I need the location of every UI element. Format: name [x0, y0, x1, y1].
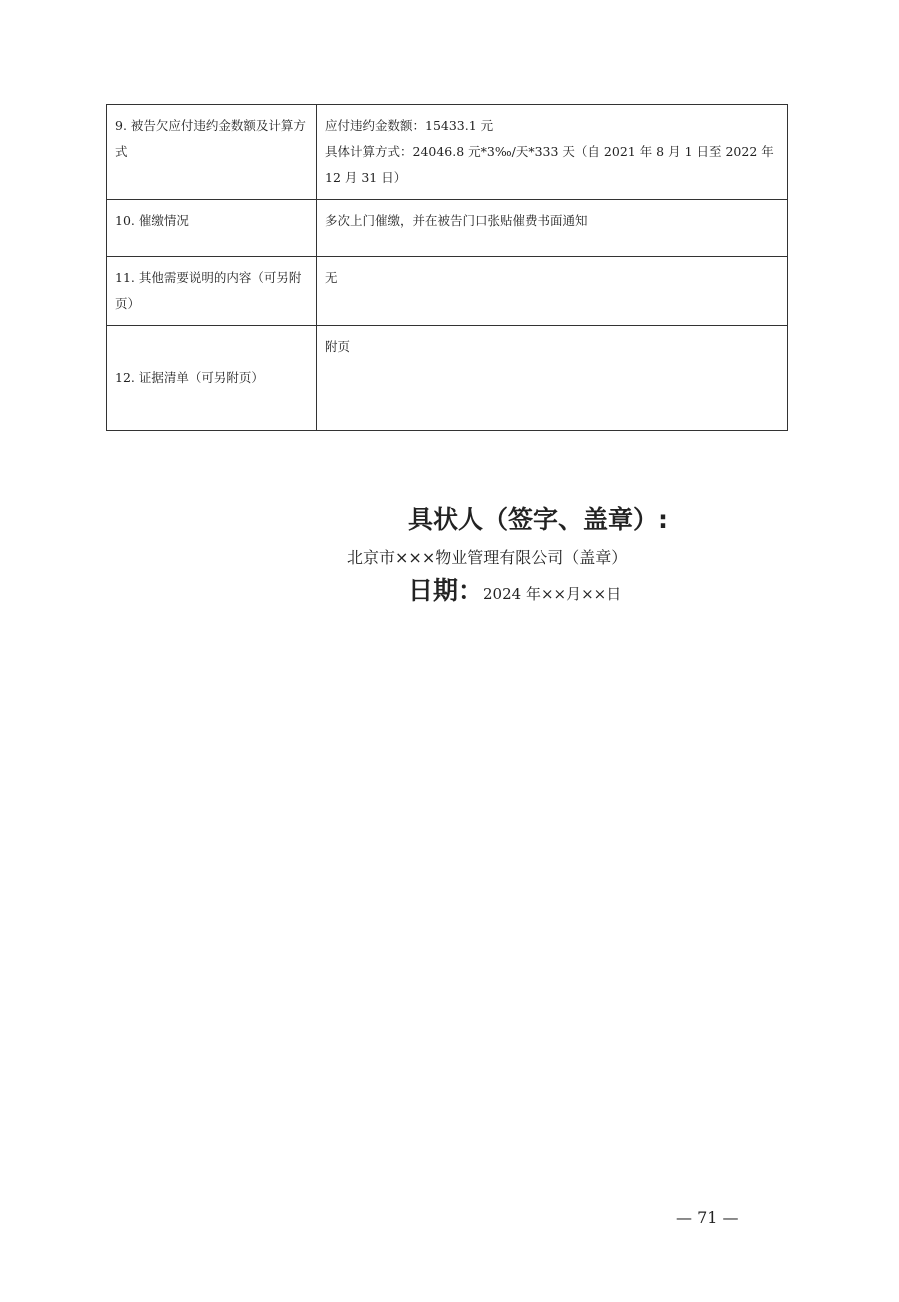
company-name: 北京市×××物业管理有限公司（盖章）: [347, 548, 628, 567]
table-row: [107, 200, 788, 257]
row-label: 10. 催缴情况: [107, 200, 317, 257]
date-label: 日期：: [408, 576, 484, 605]
row-value: 多次上门催缴，并在被告门口张贴催费书面通知: [317, 200, 788, 257]
table-row: [107, 105, 788, 200]
date-line: [408, 571, 621, 607]
row-value: 附页: [317, 326, 788, 431]
row-value: 无: [317, 257, 788, 326]
complaint-table: [106, 104, 788, 431]
table-row: [107, 257, 788, 326]
table-row: [107, 326, 788, 431]
date-value: 2024 年××月××日: [483, 585, 622, 603]
row-label: 11. 其他需要说明的内容（可另附页）: [107, 257, 317, 326]
row-label: 12. 证据清单（可另附页）: [107, 326, 317, 431]
row-value: [317, 105, 788, 200]
penalty-amount: 应付违约金数额：15433.1 元: [325, 118, 494, 133]
signature-heading: 具状人（签字、盖章）:: [408, 505, 668, 534]
row-label: 9. 被告欠应付违约金数额及计算方式: [107, 105, 317, 200]
page-number: — 71 —: [676, 1208, 739, 1227]
penalty-calculation: 具体计算方式：24046.8 元*3‰/天*333 天（自 2021 年 8 月 1 日至 2022 年 12 月 31 日）: [325, 144, 774, 185]
